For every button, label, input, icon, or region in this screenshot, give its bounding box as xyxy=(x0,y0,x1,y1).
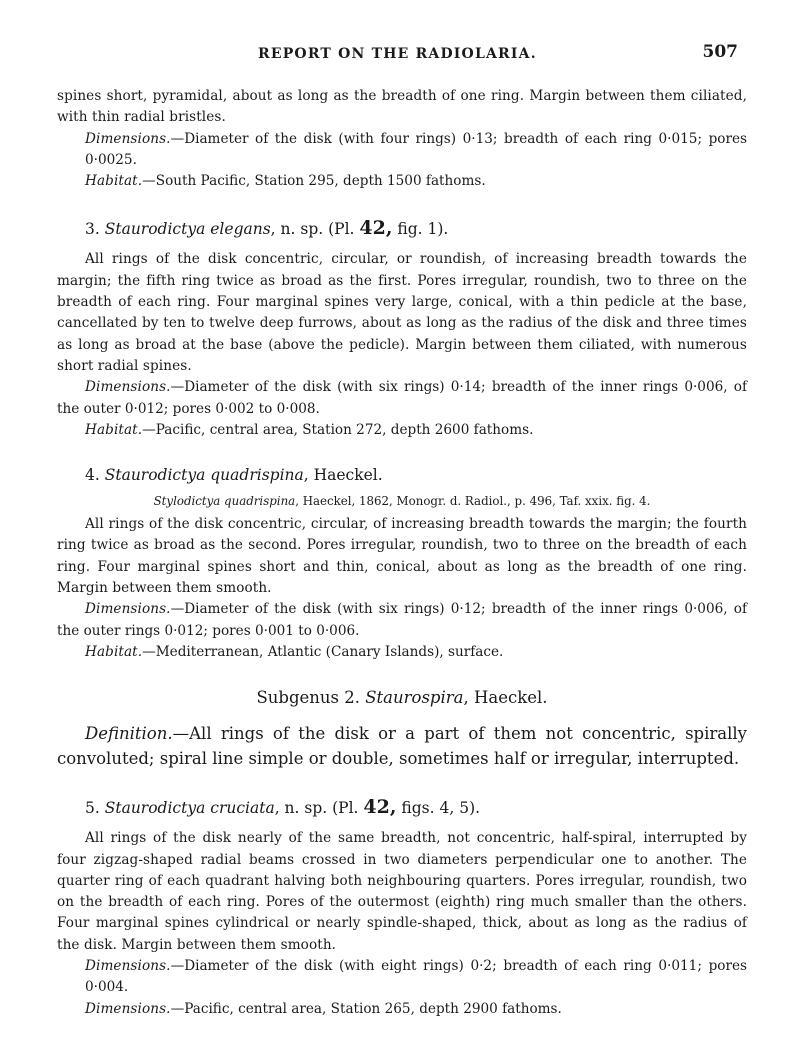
habitat-label: Dimensions. xyxy=(85,1000,171,1017)
species-number: 5. xyxy=(85,799,100,818)
dimensions-text: —Diameter of the disk (with four rings) 0·13; breadth of each ring 0·015; pores 0·0025. xyxy=(85,130,747,168)
species-3-description: All rings of the disk concentric, circular, or roundish, of increasing breadth towards the margin; the fifth ring twice as broad as the first. Pores irregular, roundish, two to three on the breadth of each ring. Four marginal spines very large, conical, with a thin pedicle at the base, cancellated by ten to twelve deep furrows, about as long as the radius of the disk and three times as long as broad at the base (above the pedicle). Margin between them ciliated, with numerous short radial spines. xyxy=(57,251,747,374)
plate-number: 42, xyxy=(363,796,397,819)
habitat-text: —South Pacific, Station 295, depth 1500 fathoms. xyxy=(142,173,486,190)
definition-label: Definition. xyxy=(85,724,173,744)
subgenus-definition xyxy=(57,721,747,771)
species-5-dimensions xyxy=(57,956,747,999)
species-author: , n. sp. (Pl. xyxy=(274,799,359,818)
intro-paragraph: spines short, pyramidal, about as long as the breadth of one ring. Margin between them ciliated, with thin radial bristles. xyxy=(57,88,747,126)
figure-ref: fig. 1). xyxy=(397,220,449,239)
habitat-label: Habitat. xyxy=(85,643,143,660)
dimensions-text: —Diameter of the disk (with six rings) 0·12; breadth of the inner rings 0·006, of the outer rings 0·012; pores 0·001 to 0·006. xyxy=(57,601,747,639)
subgenus-heading xyxy=(57,688,747,707)
synonym-name: Stylodictya quadrispina xyxy=(153,494,296,509)
habitat-text: —Pacific, central area, Station 272, depth 2600 fathoms. xyxy=(142,421,534,438)
species-name: Staurodictya cruciata xyxy=(104,799,275,818)
species-4-dimensions xyxy=(57,599,747,642)
species-name: Staurodictya quadrispina xyxy=(104,466,304,485)
plate-number: 42, xyxy=(359,217,393,240)
dimensions-label: Dimensions. xyxy=(85,379,171,396)
synonym-reference: , Haeckel, 1862, Monogr. d. Radiol., p. 496, Taf. xxix. fig. 4. xyxy=(295,494,651,509)
subgenus-author: , Haeckel. xyxy=(463,688,548,708)
dimensions-text: —Diameter of the disk (with eight rings) 0·2; breadth of each ring 0·011; pores 0·004. xyxy=(85,958,747,996)
species-number: 4. xyxy=(85,466,100,485)
subgenus-prefix: Subgenus 2. xyxy=(256,688,360,708)
dimensions-label: Dimensions. xyxy=(85,130,171,147)
species-author: , Haeckel. xyxy=(303,466,383,485)
species-3-habitat xyxy=(57,420,747,441)
species-name: Staurodictya elegans xyxy=(104,220,271,239)
species-4-heading xyxy=(57,466,747,484)
running-title: REPORT ON THE RADIOLARIA. xyxy=(258,46,537,62)
page-header xyxy=(0,42,800,68)
dimensions-label: Dimensions. xyxy=(85,601,171,618)
species-4-habitat xyxy=(57,642,747,663)
dimensions-text: —Diameter of the disk (with six rings) 0·14; breadth of the inner rings 0·006, of the outer 0·012; pores 0·002 to 0·008. xyxy=(57,379,747,417)
intro-habitat xyxy=(57,171,747,192)
dimensions-label: Dimensions. xyxy=(85,958,171,975)
habitat-label: Habitat. xyxy=(85,421,143,438)
species-5-habitat xyxy=(57,999,747,1020)
habitat-text: —Pacific, central area, Station 265, depth 2900 fathoms. xyxy=(170,1000,562,1017)
species-3-heading xyxy=(57,217,747,239)
definition-text: —All rings of the disk or a part of them not concentric, spirally convoluted; spiral line simple or double, sometimes half or irregular, interrupted. xyxy=(57,724,747,769)
species-4-description: All rings of the disk concentric, circular, of increasing breadth towards the margin; the fourth ring twice as broad as the second. Pores irregular, roundish, two to three on the breadth of each ring. Four marginal spines short and thin, conical, about as long as the breadth of one ring. Margin between them smooth. xyxy=(57,516,747,597)
species-3-dimensions xyxy=(57,377,747,420)
species-5-heading xyxy=(57,796,747,818)
species-author: , n. sp. (Pl. xyxy=(270,220,355,239)
habitat-label: Habitat. xyxy=(85,173,143,190)
species-number: 3. xyxy=(85,220,100,239)
page-number: 507 xyxy=(702,42,738,62)
figure-ref: figs. 4, 5). xyxy=(401,799,481,818)
habitat-text: —Mediterranean, Atlantic (Canary Islands), surface. xyxy=(142,643,504,660)
species-5-description: All rings of the disk nearly of the same breadth, not concentric, half-spiral, interrupted by four zigzag-shaped radial beams crossed in two diameters perpendicular one to another. The quarter ring of each quadrant halving both neighbouring quarters. Pores irregular, roundish, two on the breadth of each ring. Pores of the outermost (eighth) ring much smaller than the others. Four marginal spines cylindrical or nearly spindle-shaped, thick, about as long as the radius of the disk. Margin between them smooth. xyxy=(57,830,747,953)
species-4-synonym xyxy=(57,494,747,508)
subgenus-name: Staurospira xyxy=(365,688,464,708)
intro-dimensions xyxy=(57,129,747,172)
page-body xyxy=(57,86,747,1020)
